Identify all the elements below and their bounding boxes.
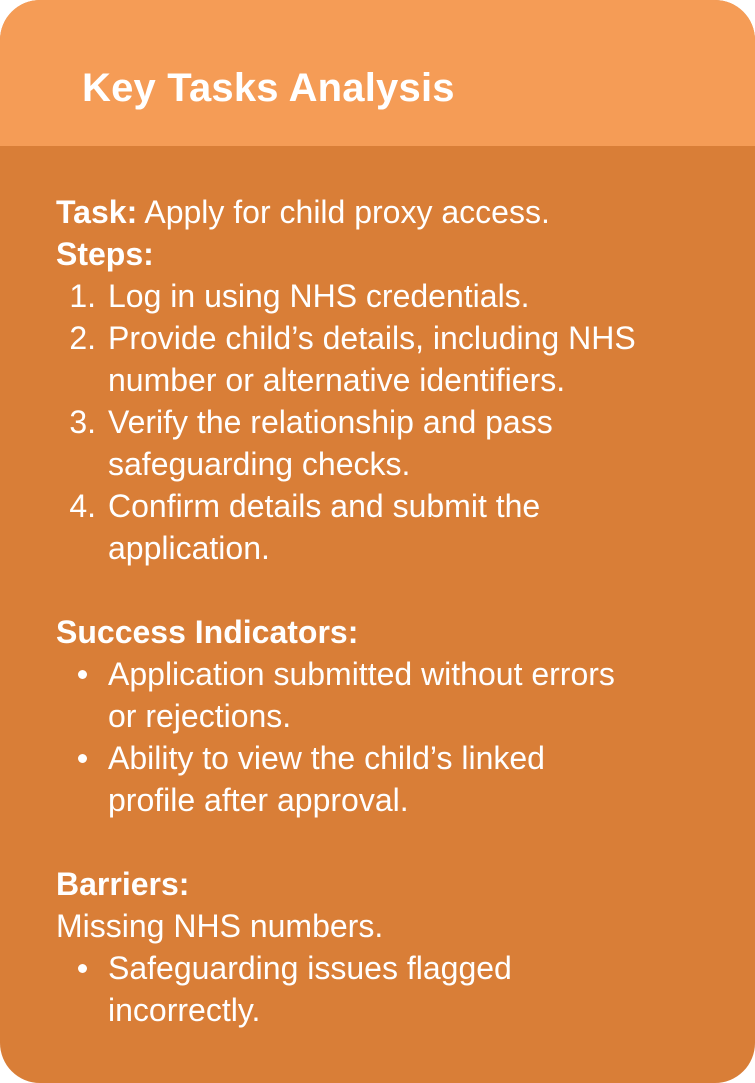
card-title: Key Tasks Analysis <box>82 66 455 110</box>
bullet-icon <box>78 754 87 763</box>
success-indicators-label: Success Indicators: <box>56 614 359 650</box>
success-indicator-item <box>56 653 726 737</box>
task-line <box>56 191 726 233</box>
success-indicator-line: Ability to view the child’s linked <box>108 740 545 776</box>
step-item <box>56 485 726 569</box>
bullet-icon <box>78 670 87 679</box>
step-text-line: safeguarding checks. <box>108 446 411 482</box>
step-item <box>56 275 726 317</box>
step-text-line: application. <box>108 530 270 566</box>
step-text-line: Verify the relationship and pass <box>108 404 553 440</box>
barriers-text: Missing NHS numbers. <box>56 908 384 944</box>
barriers-label: Barriers: <box>56 866 190 902</box>
barrier-item <box>56 947 726 1031</box>
success-indicator-line: Application submitted without errors <box>108 656 615 692</box>
section-spacer <box>56 569 726 611</box>
steps-label: Steps: <box>56 236 154 272</box>
step-number: 3. <box>69 404 96 440</box>
bullet-icon <box>78 964 87 973</box>
steps-list <box>56 275 726 569</box>
step-number: 4. <box>69 488 96 524</box>
step-item <box>56 401 726 485</box>
success-indicator-item <box>56 737 726 821</box>
success-indicator-line: profile after approval. <box>108 782 409 818</box>
step-number: 2. <box>69 320 96 356</box>
step-text-line: number or alternative identifiers. <box>108 362 566 398</box>
barriers-list <box>56 947 726 1031</box>
task-value: Apply for child proxy access. <box>144 194 550 230</box>
card-header <box>0 0 755 146</box>
section-spacer <box>56 821 726 863</box>
step-text-line: Log in using NHS credentials. <box>108 278 530 314</box>
barrier-line: incorrectly. <box>108 992 261 1028</box>
success-indicators-list <box>56 653 726 821</box>
step-item <box>56 317 726 401</box>
step-text-line: Confirm details and submit the <box>108 488 541 524</box>
step-text-line: Provide child’s details, including NHS <box>108 320 636 356</box>
step-number: 1. <box>69 278 96 314</box>
success-indicator-line: or rejections. <box>108 698 292 734</box>
card-body <box>56 191 726 1031</box>
barrier-line: Safeguarding issues flagged <box>108 950 512 986</box>
task-label: Task: <box>56 194 138 230</box>
